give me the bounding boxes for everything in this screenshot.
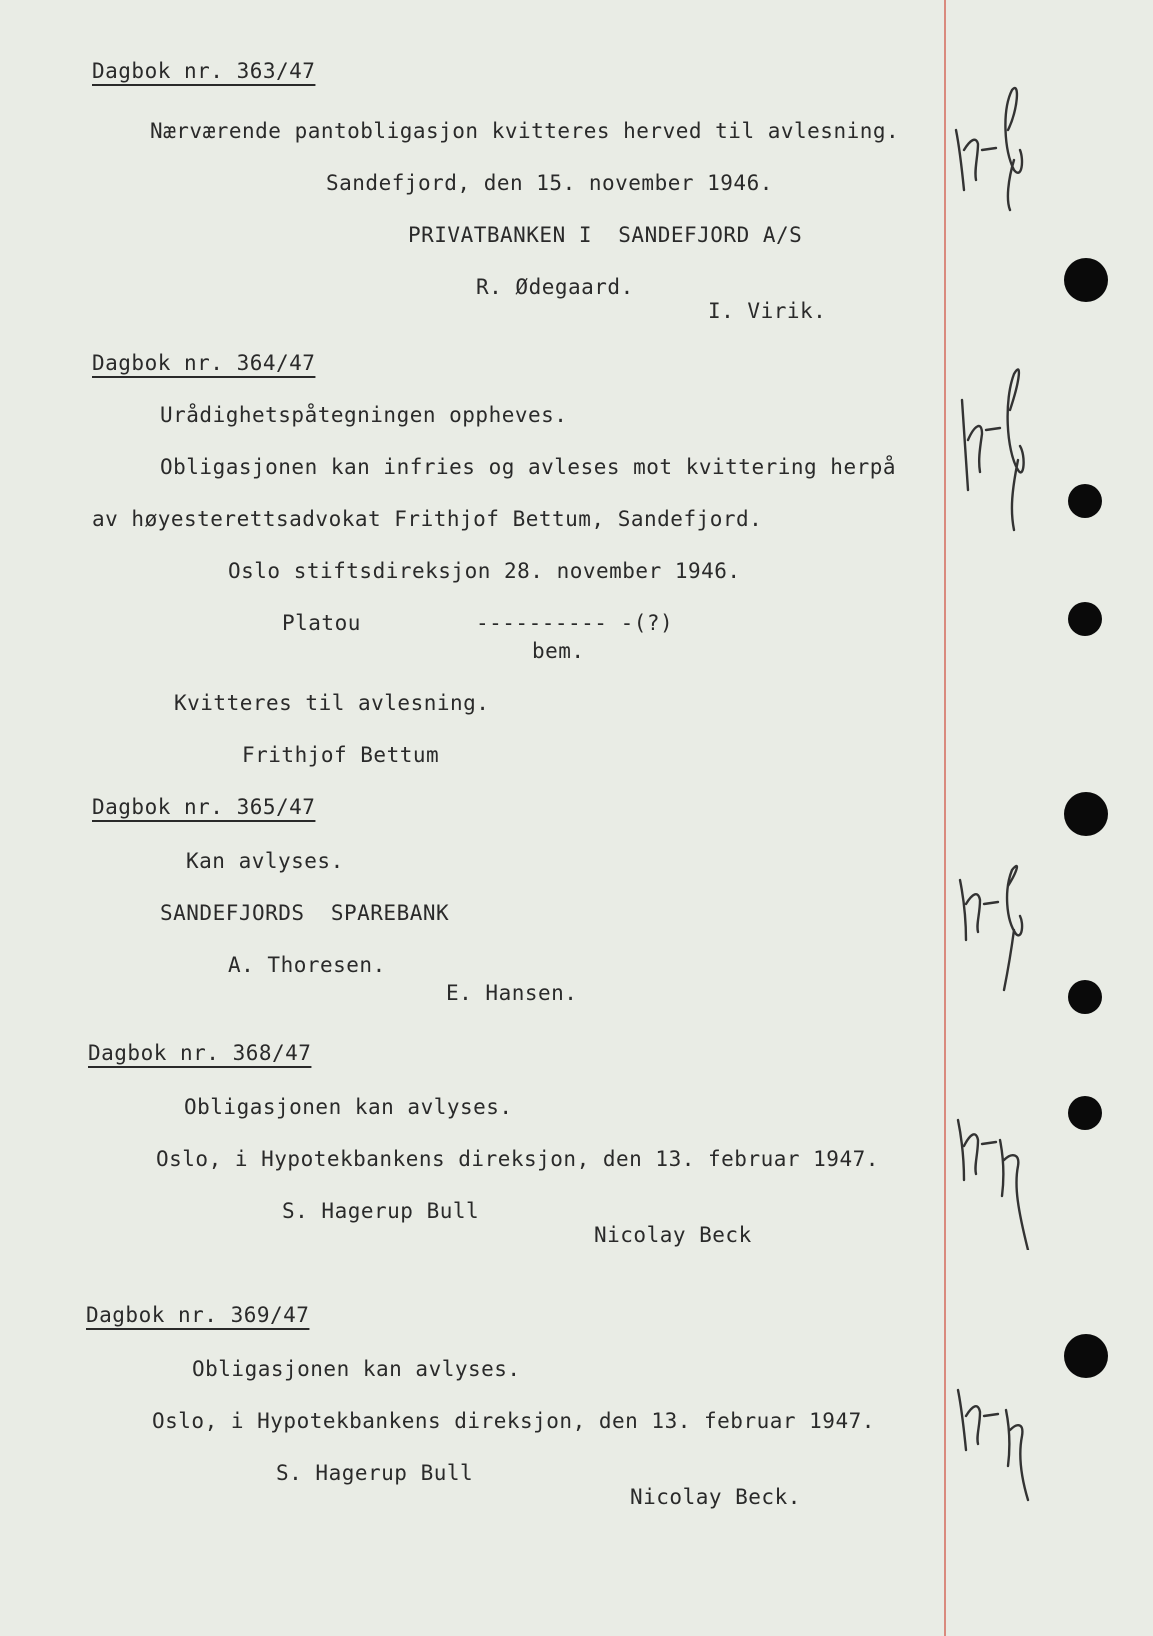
punch-hole-icon (1064, 792, 1108, 836)
entry-text: Sandefjord, den 15. november 1946. (326, 171, 773, 195)
entry-header-364: Dagbok nr. 364/47 (92, 351, 316, 375)
entry-header-369: Dagbok nr. 369/47 (86, 1303, 310, 1327)
entry-header-365: Dagbok nr. 365/47 (92, 795, 316, 819)
punch-hole-icon (1068, 602, 1102, 636)
signature-name: ---------- -(?) (476, 611, 674, 635)
punch-hole-icon (1064, 258, 1108, 302)
handwritten-initials-icon (948, 860, 1058, 1000)
entry-text: Obligasjonen kan avlyses. (192, 1357, 521, 1381)
entry-text: Urådighetspåtegningen oppheves. (160, 403, 568, 427)
signature-name: R. Ødegaard. (476, 275, 634, 299)
signature-name: Nicolay Beck. (630, 1485, 801, 1509)
entry-text: Kvitteres til avlesning. (174, 691, 490, 715)
signature-name: S. Hagerup Bull (282, 1199, 480, 1223)
entry-text: Kan avlyses. (186, 849, 344, 873)
signature-name: E. Hansen. (446, 981, 578, 1005)
handwritten-initials-icon (948, 1370, 1058, 1510)
signature-name: Platou (282, 611, 361, 635)
signature-name: S. Hagerup Bull (276, 1461, 474, 1485)
entry-header-368: Dagbok nr. 368/47 (88, 1041, 312, 1065)
signature-name: I. Virik. (708, 299, 827, 323)
entry-text: Nærværende pantobligasjon kvitteres herved til avlesning. (150, 119, 900, 143)
entry-header-363: Dagbok nr. 363/47 (92, 59, 316, 83)
handwritten-initials-icon (948, 70, 1058, 220)
entry-text: SANDEFJORDS SPAREBANK (160, 901, 450, 925)
punch-hole-icon (1068, 980, 1102, 1014)
entry-text: bem. (532, 639, 585, 663)
punch-hole-icon (1064, 1334, 1108, 1378)
punch-hole-icon (1068, 484, 1102, 518)
signature-name: A. Thoresen. (228, 953, 386, 977)
signature-name: Frithjof Bettum (242, 743, 440, 767)
entry-text: av høyesterettsadvokat Frithjof Bettum, Sandefjord. (92, 507, 763, 531)
signature-name: Nicolay Beck (594, 1223, 752, 1247)
handwritten-initials-icon (948, 1100, 1058, 1250)
margin-rule (944, 0, 946, 1636)
entry-text: Obligasjonen kan avlyses. (184, 1095, 513, 1119)
entry-text: PRIVATBANKEN I SANDEFJORD A/S (408, 223, 803, 247)
entry-text: Oslo, i Hypotekbankens direksjon, den 13. februar 1947. (152, 1409, 875, 1433)
punch-hole-icon (1068, 1096, 1102, 1130)
entry-text: Obligasjonen kan infries og avleses mot kvittering herpå (160, 455, 897, 479)
entry-text: Oslo, i Hypotekbankens direksjon, den 13. februar 1947. (156, 1147, 879, 1171)
handwritten-initials-icon (948, 360, 1058, 540)
entry-text: Oslo stiftsdireksjon 28. november 1946. (228, 559, 741, 583)
